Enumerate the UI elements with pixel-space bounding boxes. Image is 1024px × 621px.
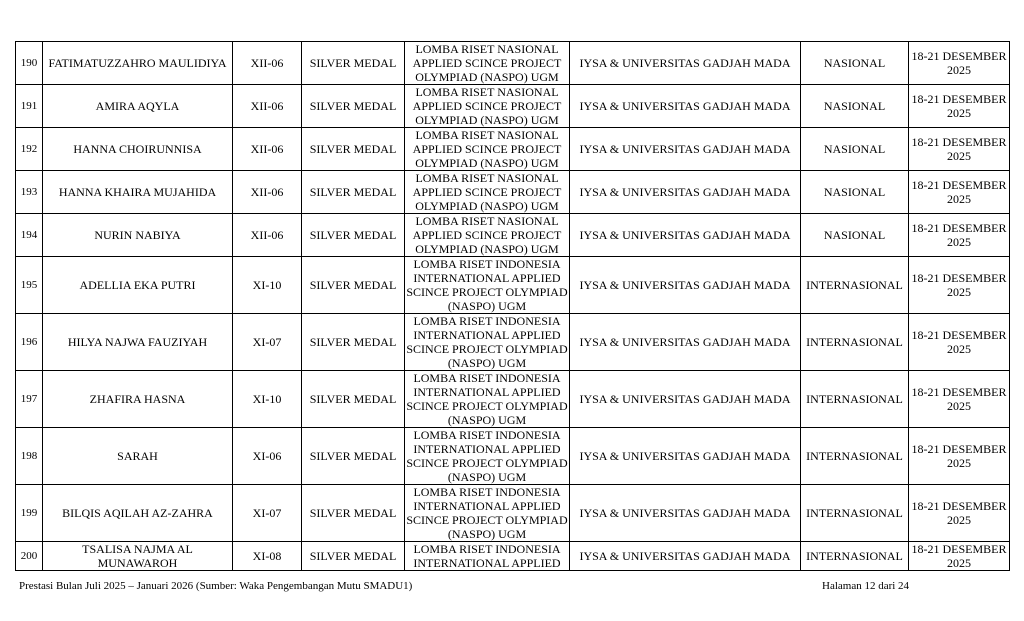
event-date: 18-21 DESEMBER 2025	[909, 371, 1010, 428]
student-class: XI-10	[233, 371, 302, 428]
student-class: XI-07	[233, 485, 302, 542]
organizer: IYSA & UNIVERSITAS GADJAH MADA	[570, 428, 801, 485]
table-row	[16, 85, 1010, 128]
row-number: 193	[16, 171, 43, 214]
competition-name: LOMBA RISET INDONESIA INTERNATIONAL APPLIED SCINCE PROJECT OLYMPIAD (NASPO) UGM	[406, 428, 568, 484]
student-name: HANNA KHAIRA MUJAHIDA	[43, 171, 233, 214]
event-date: 18-21 DESEMBER 2025	[909, 171, 1010, 214]
table-row	[16, 171, 1010, 214]
event-date: 18-21 DESEMBER 2025	[909, 214, 1010, 257]
competition-name: LOMBA RISET INDONESIA INTERNATIONAL APPLIED SCINCE PROJECT OLYMPIAD (NASPO) UGM	[406, 257, 568, 313]
achievement-table	[15, 41, 1010, 571]
competition-name: LOMBA RISET INDONESIA INTERNATIONAL APPLIED SCINCE PROJECT OLYMPIAD (NASPO) UGM	[406, 371, 568, 427]
level: NASIONAL	[801, 42, 909, 85]
award: SILVER MEDAL	[302, 128, 405, 171]
row-number: 192	[16, 128, 43, 171]
organizer: IYSA & UNIVERSITAS GADJAH MADA	[570, 485, 801, 542]
table-row	[16, 371, 1010, 428]
award: SILVER MEDAL	[302, 428, 405, 485]
competition-name: LOMBA RISET INDONESIA INTERNATIONAL APPLIED SCINCE PROJECT OLYMPIAD (NASPO) UGM	[406, 485, 568, 541]
row-number: 194	[16, 214, 43, 257]
organizer: IYSA & UNIVERSITAS GADJAH MADA	[570, 42, 801, 85]
award: SILVER MEDAL	[302, 314, 405, 371]
row-number: 195	[16, 257, 43, 314]
student-name: FATIMATUZZAHRO MAULIDIYA	[43, 42, 233, 85]
event-date: 18-21 DESEMBER 2025	[909, 128, 1010, 171]
student-class: XII-06	[233, 85, 302, 128]
event-date: 18-21 DESEMBER 2025	[909, 85, 1010, 128]
organizer: IYSA & UNIVERSITAS GADJAH MADA	[570, 214, 801, 257]
row-number: 199	[16, 485, 43, 542]
award: SILVER MEDAL	[302, 542, 405, 571]
competition-name: LOMBA RISET INDONESIA INTERNATIONAL APPLIED	[405, 542, 570, 571]
level: INTERNASIONAL	[801, 428, 909, 485]
row-number: 190	[16, 42, 43, 85]
level: INTERNASIONAL	[801, 485, 909, 542]
competition-name: LOMBA RISET NASIONAL APPLIED SCINCE PROJECT OLYMPIAD (NASPO) UGM	[405, 171, 570, 214]
student-class: XI-07	[233, 314, 302, 371]
student-class: XI-06	[233, 428, 302, 485]
level: INTERNASIONAL	[801, 542, 909, 571]
organizer: IYSA & UNIVERSITAS GADJAH MADA	[570, 85, 801, 128]
award: SILVER MEDAL	[302, 257, 405, 314]
award: SILVER MEDAL	[302, 85, 405, 128]
competition-name: LOMBA RISET INDONESIA INTERNATIONAL APPLIED SCINCE PROJECT OLYMPIAD (NASPO) UGM	[406, 314, 568, 370]
student-name: AMIRA AQYLA	[43, 85, 233, 128]
student-name: NURIN NABIYA	[43, 214, 233, 257]
student-name: HANNA CHOIRUNNISA	[43, 128, 233, 171]
organizer: IYSA & UNIVERSITAS GADJAH MADA	[570, 257, 801, 314]
table-row	[16, 314, 1010, 371]
event-date: 18-21 DESEMBER 2025	[909, 257, 1010, 314]
award: SILVER MEDAL	[302, 42, 405, 85]
award: SILVER MEDAL	[302, 371, 405, 428]
table-row	[16, 485, 1010, 542]
student-class: XII-06	[233, 171, 302, 214]
row-number: 196	[16, 314, 43, 371]
event-date: 18-21 DESEMBER 2025	[909, 428, 1010, 485]
award: SILVER MEDAL	[302, 171, 405, 214]
table-row	[16, 214, 1010, 257]
table-row	[16, 542, 1010, 571]
level: INTERNASIONAL	[801, 371, 909, 428]
organizer: IYSA & UNIVERSITAS GADJAH MADA	[570, 371, 801, 428]
award: SILVER MEDAL	[302, 214, 405, 257]
competition-name: LOMBA RISET NASIONAL APPLIED SCINCE PROJECT OLYMPIAD (NASPO) UGM	[405, 214, 570, 257]
student-class: XI-08	[233, 542, 302, 571]
level: INTERNASIONAL	[801, 314, 909, 371]
student-name: HILYA NAJWA FAUZIYAH	[43, 314, 233, 371]
award: SILVER MEDAL	[302, 485, 405, 542]
level: NASIONAL	[801, 171, 909, 214]
row-number: 197	[16, 371, 43, 428]
student-name: TSALISA NAJMA AL MUNAWAROH	[43, 542, 233, 571]
organizer: IYSA & UNIVERSITAS GADJAH MADA	[570, 314, 801, 371]
level: NASIONAL	[801, 214, 909, 257]
level: NASIONAL	[801, 85, 909, 128]
table-row	[16, 257, 1010, 314]
student-name: SARAH	[43, 428, 233, 485]
footer-page-number: Halaman 12 dari 24	[822, 580, 910, 592]
student-class: XII-06	[233, 42, 302, 85]
table-row	[16, 128, 1010, 171]
competition-name: LOMBA RISET NASIONAL APPLIED SCINCE PROJECT OLYMPIAD (NASPO) UGM	[405, 85, 570, 128]
row-number: 198	[16, 428, 43, 485]
student-class: XI-10	[233, 257, 302, 314]
event-date: 18-21 DESEMBER 2025	[909, 542, 1010, 571]
row-number: 191	[16, 85, 43, 128]
level: INTERNASIONAL	[801, 257, 909, 314]
event-date: 18-21 DESEMBER 2025	[909, 485, 1010, 542]
student-name: ADELLIA EKA PUTRI	[43, 257, 233, 314]
competition-name: LOMBA RISET NASIONAL APPLIED SCINCE PROJECT OLYMPIAD (NASPO) UGM	[405, 128, 570, 171]
table-row	[16, 428, 1010, 485]
competition-name: LOMBA RISET NASIONAL APPLIED SCINCE PROJECT OLYMPIAD (NASPO) UGM	[405, 42, 570, 85]
student-class: XII-06	[233, 128, 302, 171]
student-class: XII-06	[233, 214, 302, 257]
organizer: IYSA & UNIVERSITAS GADJAH MADA	[570, 542, 801, 571]
event-date: 18-21 DESEMBER 2025	[909, 314, 1010, 371]
table-row	[16, 42, 1010, 85]
organizer: IYSA & UNIVERSITAS GADJAH MADA	[570, 128, 801, 171]
row-number: 200	[16, 542, 43, 571]
level: NASIONAL	[801, 128, 909, 171]
footer-source: Prestasi Bulan Juli 2025 – Januari 2026 (Sumber: Waka Pengembangan Mutu SMADU1)	[19, 580, 413, 592]
organizer: IYSA & UNIVERSITAS GADJAH MADA	[570, 171, 801, 214]
event-date: 18-21 DESEMBER 2025	[909, 42, 1010, 85]
student-name: ZHAFIRA HASNA	[43, 371, 233, 428]
student-name: BILQIS AQILAH AZ-ZAHRA	[43, 485, 233, 542]
